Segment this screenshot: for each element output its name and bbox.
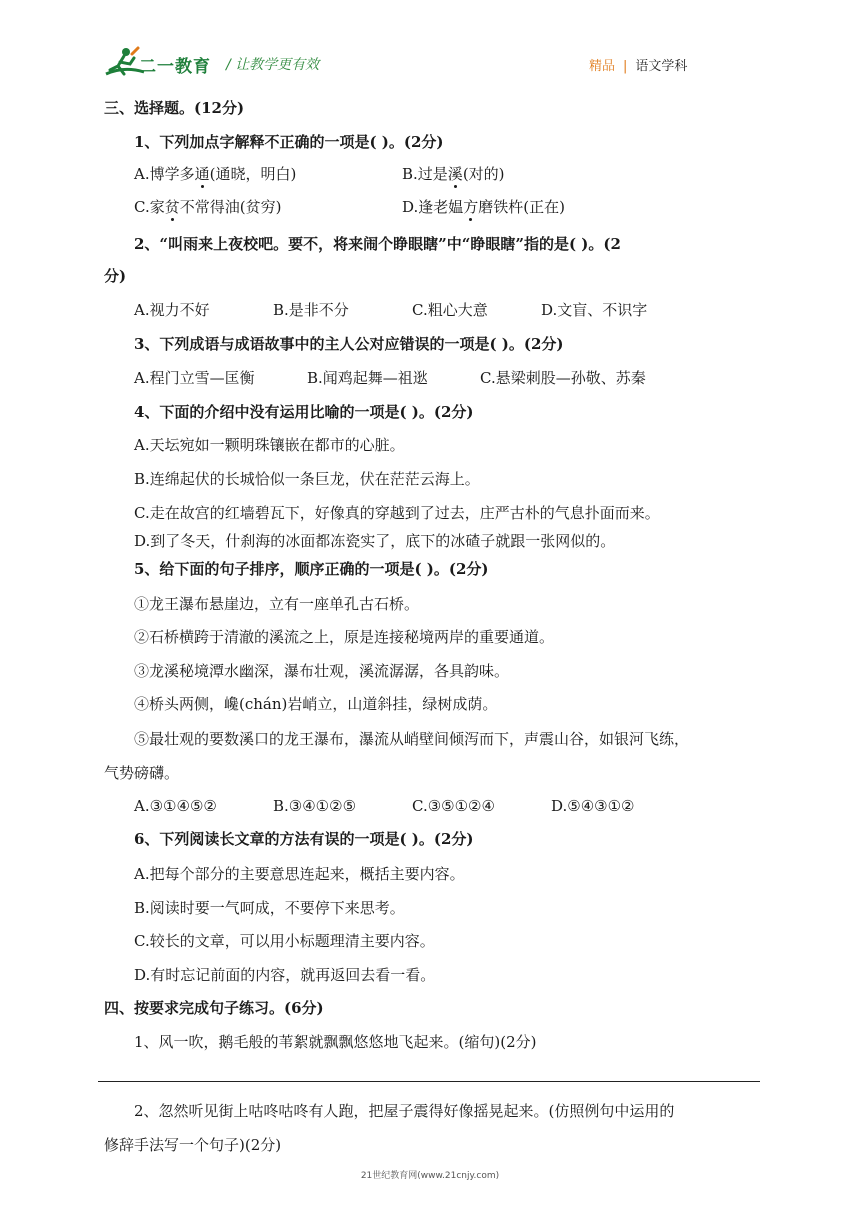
- q1-option-b: B.过是溪(对的): [402, 165, 505, 183]
- q1-option-d: D.逢老媪方磨铁杵(正在): [402, 198, 565, 216]
- q5-option-b: B.③④①②⑤: [273, 797, 357, 815]
- q4-option-c: C.走在故宫的红墙碧瓦下，好像真的穿越到了过去，庄严古朴的气息扑面而来。: [134, 504, 660, 522]
- emphasis-dot-char: 贫: [164, 198, 180, 216]
- s4-q2-line2: 修辞手法写一个句子)(2分): [104, 1136, 282, 1154]
- q6-option-c: C.较长的文章，可以用小标题理清主要内容。: [134, 932, 435, 950]
- q5-sentence-4: ④桥头两侧，巉(chán)岩峭立，山道斜挂，绿树成荫。: [134, 695, 498, 713]
- q5-sentence-1: ①龙王瀑布悬崖边，立有一座单孔古石桥。: [134, 595, 420, 613]
- q5-option-d: D.⑤④③①②: [551, 797, 635, 815]
- q3-option-b: B.闻鸡起舞—祖逖: [307, 369, 428, 387]
- quality-label: 精品: [589, 59, 616, 74]
- q5-sentence-5-line2: 气势磅礴。: [104, 764, 180, 782]
- answer-line[interactable]: [98, 1081, 760, 1082]
- q5-stem: 5、给下面的句子排序，顺序正确的一项是( )。(2分): [134, 560, 489, 578]
- q4-stem: 4、下面的介绍中没有运用比喻的一项是( )。(2分): [134, 403, 474, 421]
- q6-stem: 6、下列阅读长文章的方法有误的一项是( )。(2分): [134, 830, 474, 848]
- section-3-title: 三、选择题。(12分): [104, 99, 245, 117]
- s4-q2-line1: 2、忽然听见街上咕咚咕咚有人跑，把屋子震得好像摇晃起来。(仿照例句中运用的: [134, 1102, 675, 1120]
- q2-option-c: C.粗心大意: [412, 301, 488, 319]
- page-footer: 21世纪教育网(www.21cnjy.com): [360, 1171, 500, 1181]
- q4-option-a: A.天坛宛如一颗明珠镶嵌在都市的心脏。: [134, 436, 405, 454]
- subject-label: 语文学科: [635, 59, 688, 74]
- q5-option-c: C.③⑤①②④: [412, 797, 495, 815]
- q5-sentence-2: ②石桥横跨于清澈的溪流之上，原是连接秘境两岸的重要通道。: [134, 628, 555, 646]
- q1-option-a: A.博学多通(通晓，明白): [134, 165, 297, 183]
- s4-q1: 1、风一吹，鹅毛般的苇絮就飘飘悠悠地飞起来。(缩句)(2分): [134, 1033, 537, 1051]
- q5-sentence-5-line1: ⑤最壮观的要数溪口的龙王瀑布，瀑流从峭壁间倾泻而下，声震山谷，如银河飞练，: [134, 730, 690, 748]
- q6-option-b: B.阅读时要一气呵成，不要停下来思考。: [134, 899, 405, 917]
- q1-option-c: C.家贫不常得油(贫穷): [134, 198, 282, 216]
- q2-stem-line1: 2、“叫雨来上夜校吧。要不，将来闹个睁眼瞎”中“睁眼瞎”指的是( )。(2: [134, 235, 621, 253]
- q2-stem-line2: 分): [104, 267, 127, 285]
- q2-option-d: D.文盲、不识字: [541, 301, 648, 319]
- q1-stem: 1、下列加点字解释不正确的一项是( )。(2分): [134, 133, 444, 151]
- header-right: [589, 55, 687, 74]
- slogan: / 让教学更有效: [226, 57, 320, 73]
- header-separator: |: [623, 59, 628, 74]
- q2-option-b: B.是非不分: [273, 301, 349, 319]
- q6-option-d: D.有时忘记前面的内容，就再返回去看一看。: [134, 966, 436, 984]
- logo-text: 二一教育: [139, 57, 211, 77]
- q5-sentence-3: ③龙溪秘境潭水幽深，瀑布壮观，溪流潺潺，各具韵味。: [134, 662, 510, 680]
- emphasis-dot-char: 通: [194, 165, 210, 183]
- q4-option-d: D.到了冬天，什刹海的冰面都冻瓷实了，底下的冰碴子就跟一张网似的。: [134, 532, 616, 550]
- emphasis-dot-char: 方: [463, 198, 479, 216]
- q3-option-c: C.悬梁刺股—孙敬、苏秦: [480, 369, 646, 387]
- q6-option-a: A.把每个部分的主要意思连起来，概括主要内容。: [134, 865, 465, 883]
- q5-option-a: A.③①④⑤②: [134, 797, 217, 815]
- page-header: [0, 0, 860, 90]
- q3-stem: 3、下列成语与成语故事中的主人公对应错误的一项是( )。(2分): [134, 335, 564, 353]
- q3-option-a: A.程门立雪—匡衡: [134, 369, 255, 387]
- q4-option-b: B.连绵起伏的长城恰似一条巨龙，伏在茫茫云海上。: [134, 470, 480, 488]
- section-4-title: 四、按要求完成句子练习。(6分): [104, 999, 324, 1017]
- emphasis-dot-char: 溪: [447, 165, 463, 183]
- q2-option-a: A.视力不好: [134, 301, 210, 319]
